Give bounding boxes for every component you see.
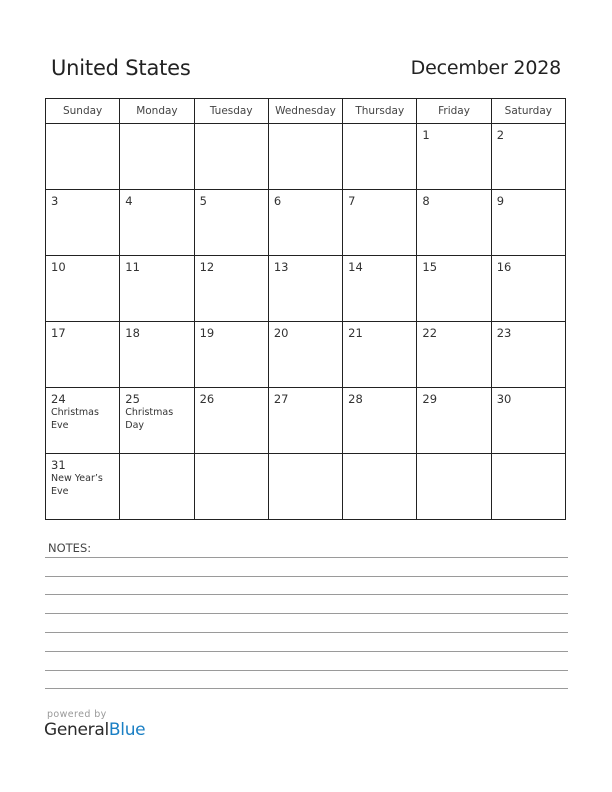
day-number: 3: [51, 194, 59, 208]
day-number: 30: [496, 392, 512, 406]
day-number: 12: [199, 260, 215, 274]
day-number: 27: [273, 392, 289, 406]
calendar-day-cell: [194, 190, 268, 256]
weekday-sunday: Sunday: [46, 99, 120, 124]
day-number: 10: [51, 260, 66, 274]
calendar-day-cell: [46, 322, 120, 388]
calendar-day-cell: [46, 388, 120, 454]
calendar-week-row: [46, 388, 566, 454]
logo-general-text: General: [44, 720, 109, 740]
day-number: 16: [496, 260, 512, 274]
day-number: 26: [199, 392, 215, 406]
calendar-day-cell: [417, 388, 491, 454]
weekday-wednesday: Wednesday: [268, 99, 342, 124]
notes-line: [45, 632, 568, 633]
calendar-day-cell: [491, 388, 565, 454]
powered-by-text: powered by: [47, 709, 107, 720]
calendar-day-cell: [268, 322, 342, 388]
weekday-header-row: [46, 99, 566, 124]
calendar-country-title: United States: [51, 56, 191, 80]
calendar-day-cell: [417, 454, 491, 520]
calendar-day-cell: [417, 190, 491, 256]
day-number: 11: [125, 260, 140, 274]
day-number: 6: [273, 194, 282, 208]
notes-line: [45, 557, 568, 558]
holiday-label: New Year’s Eve: [51, 473, 103, 497]
calendar-day-cell: [268, 388, 342, 454]
calendar-day-cell: [491, 322, 565, 388]
day-number: 9: [496, 194, 505, 208]
calendar-month-title: December 2028: [410, 57, 561, 79]
calendar-day-cell: [120, 388, 194, 454]
calendar-week-row: [46, 454, 566, 520]
calendar-day-cell: [268, 454, 342, 520]
day-number: 31: [51, 458, 66, 472]
calendar-day-cell: [194, 322, 268, 388]
notes-line: [45, 613, 568, 614]
calendar-day-cell: [343, 190, 417, 256]
calendar-week-row: [46, 190, 566, 256]
calendar-day-cell: [46, 256, 120, 322]
calendar-day-cell: [46, 124, 120, 190]
calendar-day-cell: [268, 190, 342, 256]
calendar-day-cell: [120, 124, 194, 190]
day-number: 29: [422, 392, 438, 406]
day-number: 25: [125, 392, 140, 406]
day-number: 28: [348, 392, 363, 406]
calendar-day-cell: [343, 322, 417, 388]
weekday-thursday: Thursday: [343, 99, 417, 124]
calendar-day-cell: [417, 256, 491, 322]
calendar-day-cell: [46, 190, 120, 256]
day-number: 2: [496, 128, 505, 142]
day-number: 19: [199, 326, 215, 340]
calendar-day-cell: [194, 388, 268, 454]
calendar-day-cell: [268, 124, 342, 190]
calendar-day-cell: [491, 124, 565, 190]
calendar-day-cell: [120, 256, 194, 322]
notes-line: [45, 594, 568, 595]
calendar-day-cell: [120, 322, 194, 388]
calendar-day-cell: [343, 256, 417, 322]
day-number: 18: [125, 326, 140, 340]
day-number: 4: [125, 194, 133, 208]
calendar-day-cell: [194, 256, 268, 322]
calendar-day-cell: [120, 454, 194, 520]
day-number: 23: [496, 326, 512, 340]
day-number: 22: [422, 326, 438, 340]
calendar-day-cell: [417, 124, 491, 190]
day-number: 13: [273, 260, 289, 274]
weekday-tuesday: Tuesday: [194, 99, 268, 124]
calendar-day-cell: [194, 454, 268, 520]
day-number: 1: [422, 128, 430, 142]
calendar-day-cell: [343, 388, 417, 454]
calendar-day-cell: [46, 454, 120, 520]
calendar-day-cell: [194, 124, 268, 190]
calendar-weeks: [46, 124, 566, 520]
day-number: 8: [422, 194, 430, 208]
calendar-day-cell: [268, 256, 342, 322]
notes-line: [45, 576, 568, 577]
day-number: 14: [348, 260, 363, 274]
day-number: 5: [199, 194, 207, 208]
calendar-week-row: [46, 124, 566, 190]
calendar-day-cell: [491, 190, 565, 256]
weekday-monday: Monday: [120, 99, 194, 124]
day-number: 21: [348, 326, 363, 340]
notes-line: [45, 688, 568, 689]
calendar-day-cell: [491, 454, 565, 520]
notes-line: [45, 651, 568, 652]
notes-line: [45, 670, 568, 671]
calendar-day-cell: [343, 124, 417, 190]
calendar-week-row: [46, 256, 566, 322]
day-number: 20: [273, 326, 289, 340]
calendar-day-cell: [417, 322, 491, 388]
notes-label: NOTES:: [48, 541, 92, 555]
calendar-week-row: [46, 322, 566, 388]
calendar-day-cell: [343, 454, 417, 520]
logo-blue-text: Blue: [108, 720, 146, 740]
holiday-label: Christmas Day: [125, 407, 174, 431]
day-number: 15: [422, 260, 438, 274]
day-number: 24: [51, 392, 66, 406]
generalblue-logo: [44, 720, 145, 740]
weekday-friday: Friday: [417, 99, 491, 124]
calendar-day-cell: [120, 190, 194, 256]
holiday-label: Christmas Eve: [51, 407, 99, 431]
calendar-day-cell: [491, 256, 565, 322]
day-number: 17: [51, 326, 66, 340]
calendar-grid: [45, 98, 566, 520]
day-number: 7: [348, 194, 356, 208]
weekday-saturday: Saturday: [491, 99, 565, 124]
